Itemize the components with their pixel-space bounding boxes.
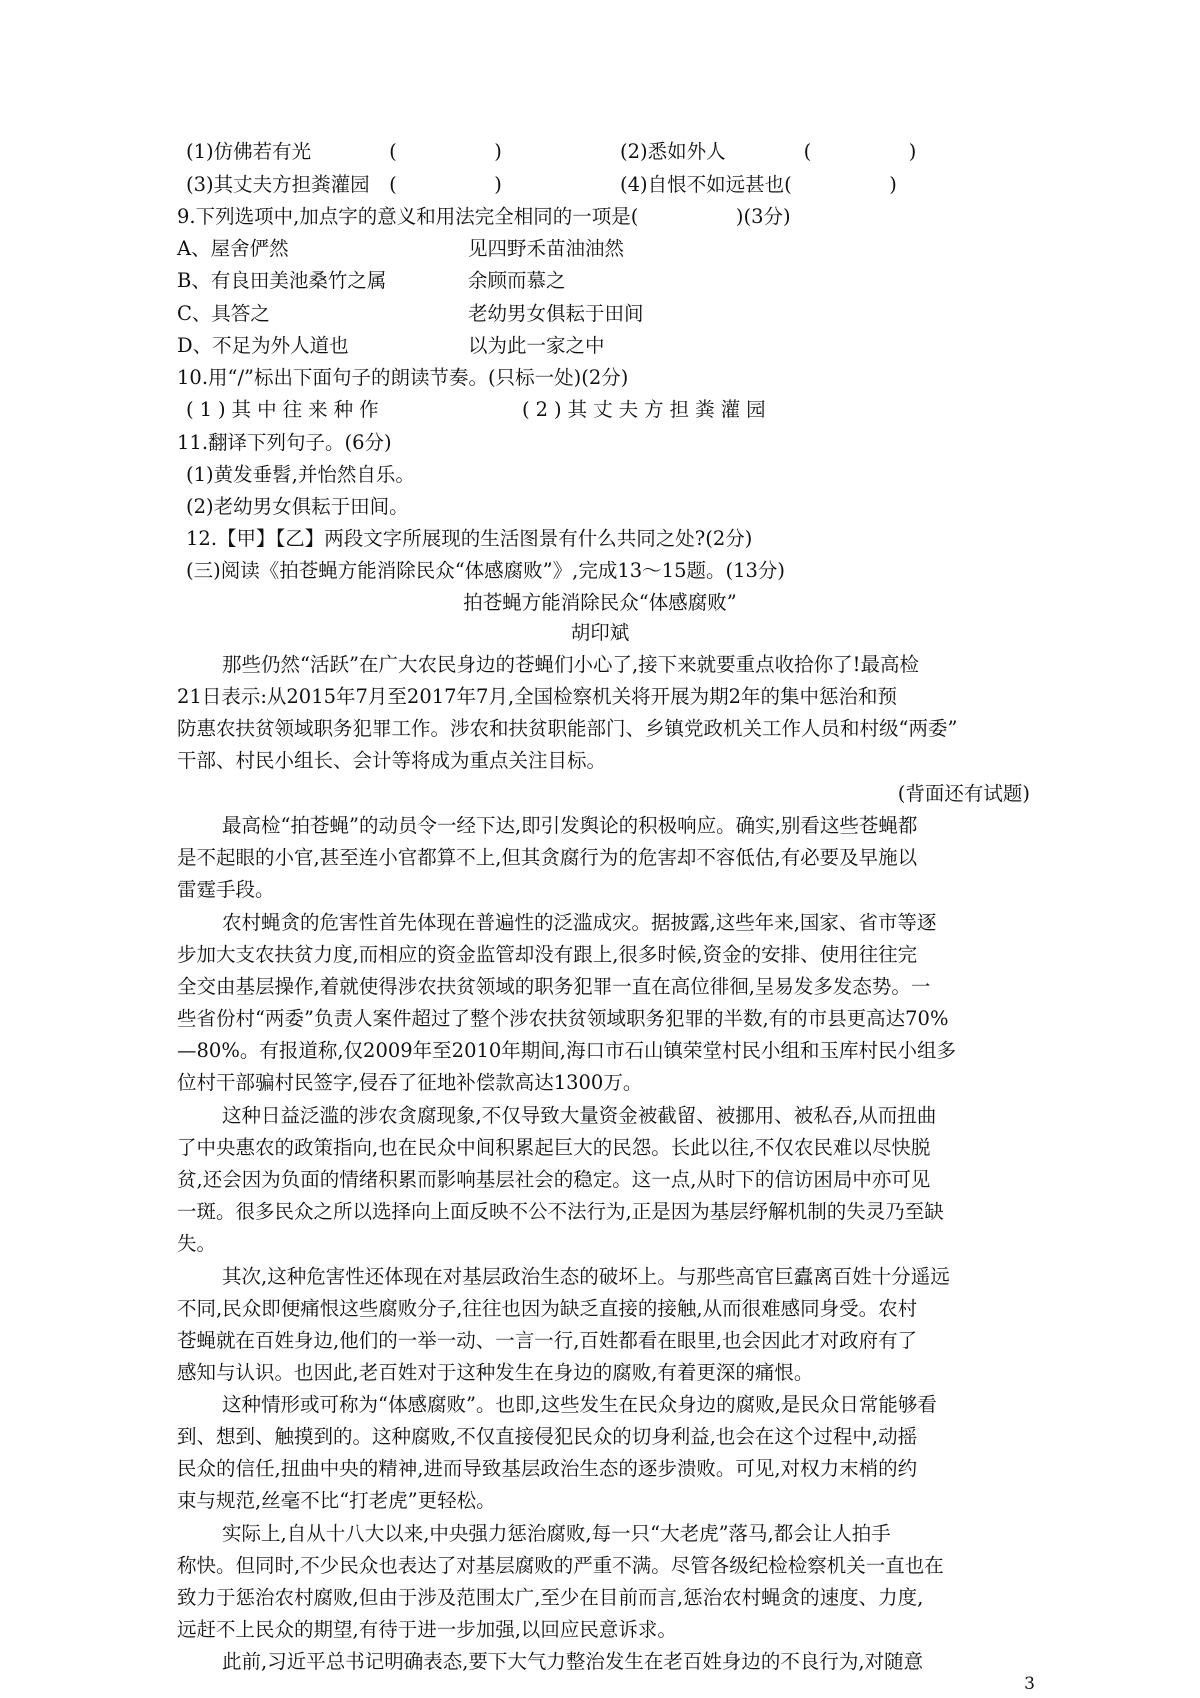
q8-item-4: (4)自恨不如远甚也( ) — [620, 173, 897, 196]
q10-item-2: (2)其丈夫方担粪灌园 — [522, 398, 772, 421]
article-line: 束与规范,丝毫不比“打老虎”更轻松。 — [177, 1489, 496, 1512]
q9-option-d-left: D、不足为外人道也 — [177, 334, 349, 357]
q9-option-c-right: 老幼男女俱耘于田间 — [468, 302, 644, 325]
article-line: 步加大支农扶贫力度,而相应的资金监管却没有跟上,很多时候,资金的安排、使用往往完 — [177, 943, 918, 966]
page-number: 3 — [1024, 1674, 1035, 1694]
article-line: 其次,这种危害性还体现在对基层政治生态的破坏上。与那些高官巨蠹离百姓十分遥远 — [222, 1265, 950, 1288]
article-line: 到、想到、触摸到的。这种腐败,不仅直接侵犯民众的切身利益,也会在这个过程中,动摇 — [177, 1425, 918, 1448]
q12-stem: 12.【甲】【乙】两段文字所展现的生活图景有什么共同之处?(2分) — [186, 527, 753, 550]
article-line: 雷霆手段。 — [177, 878, 275, 901]
article-line: 全交由基层操作,着就使得涉农扶贫领域的职务犯罪一直在高位徘徊,呈易发多发态势。一 — [177, 975, 931, 998]
article-line: 感知与认识。也因此,老百姓对于这种发生在身边的腐败,有着更深的痛恨。 — [177, 1361, 814, 1384]
q8-item-1: (1)仿佛若有光 ( ) — [186, 140, 502, 163]
article-line: 此前,习近平总书记明确表态,要下大气力整治发生在老百姓身边的不良行为,对随意 — [222, 1650, 924, 1673]
article-line: 这种日益泛滥的涉农贪腐现象,不仅导致大量资金被截留、被挪用、被私吞,从而扭曲 — [222, 1104, 937, 1127]
continued-note: (背面还有试题) — [897, 782, 1030, 805]
article-line: 些省份村“两委”负责人案件超过了整个涉农扶贫领域职务犯罪的半数,有的市县更高达70% — [177, 1007, 949, 1030]
q10-item-1: (1)其中往来种作 — [186, 398, 385, 421]
article-line: 了中央惠农的政策指向,也在民众中间积累起巨大的民怨。长此以往,不仅农民难以尽快脱 — [177, 1136, 931, 1159]
q9-option-c-left: C、具答之 — [177, 302, 270, 325]
article-title: 拍苍蝇方能消除民众“体感腐败” — [463, 591, 737, 614]
q11-stem: 11.翻译下列句子。(6分) — [177, 431, 392, 454]
article-line: 位村干部骗村民签字,侵吞了征地补偿款高达1300万。 — [177, 1071, 643, 1094]
q9-stem: 9.下列选项中,加点字的意义和用法完全相同的一项是( )(3分) — [177, 205, 791, 228]
article-line: 干部、村民小组长、会计等将成为重点关注目标。 — [177, 749, 607, 772]
article-line: 这种情形或可称为“体感腐败”。也即,这些发生在民众身边的腐败,是民众日常能够看 — [222, 1393, 937, 1416]
article-line: 防惠农扶贫领域职务犯罪工作。涉农和扶贫职能部门、乡镇党政机关工作人员和村级“两委” — [177, 717, 958, 740]
article-line: 一斑。很多民众之所以选择向上面反映不公不法行为,正是因为基层纾解机制的失灵乃至缺 — [177, 1200, 944, 1223]
q11-item-1: (1)黄发垂髫,并怡然自乐。 — [186, 463, 415, 486]
q9-option-b-left: B、有良田美池桑竹之属 — [177, 269, 387, 292]
q9-option-b-right: 余顾而慕之 — [468, 269, 566, 292]
q10-stem: 10.用“/”标出下面句子的朗读节奏。(只标一处)(2分) — [177, 366, 629, 389]
q8-item-2: (2)悉如外人 ( ) — [620, 140, 917, 163]
article-line: 远赶不上民众的期望,有待于进一步加强,以回应民意诉求。 — [177, 1618, 677, 1641]
article-line: 贫,还会因为负面的情绪积累而影响基层社会的稳定。这一点,从时下的信访困局中亦可见 — [177, 1168, 931, 1191]
q8-item-3: (3)其丈夫方担粪灌园 ( ) — [186, 173, 502, 196]
article-line: 21日表示:从2015年7月至2017年7月,全国检察机关将开展为期2年的集中惩治和预 — [177, 685, 898, 708]
article-line: 不同,民众即便痛恨这些腐败分子,往往也因为缺乏直接的接触,从而很难感同身受。农村 — [177, 1297, 918, 1320]
q9-option-a-left: A、屋舍俨然 — [177, 237, 289, 260]
article-line: 农村蝇贪的危害性首先体现在普遍性的泛滥成灾。据披露,这些年来,国家、省市等逐 — [222, 911, 937, 934]
article-line: 那些仍然“活跃”在广大农民身边的苍蝇们小心了,接下来就要重点收拾你了!最高检 — [222, 653, 919, 676]
article-line: —80%。有报道称,仅2009年至2010年期间,海口市石山镇荣堂村民小组和玉库村民小组多 — [177, 1039, 956, 1062]
article-line: 民众的信任,扭曲中央的精神,进而导致基层政治生态的逐步溃败。可见,对权力末梢的约 — [177, 1457, 918, 1480]
article-line: 致力于惩治农村腐败,但由于涉及范围太广,至少在目前而言,惩治农村蝇贪的速度、力度, — [177, 1586, 924, 1609]
q11-item-2: (2)老幼男女俱耘于田间。 — [186, 495, 409, 518]
article-line: 称快。但同时,不少民众也表达了对基层腐败的严重不满。尽管各级纪检检察机关一直也在 — [177, 1554, 944, 1577]
q9-option-a-right: 见四野禾苗油油然 — [468, 237, 625, 260]
article-line: 实际上,自从十八大以来,中央强力惩治腐败,每一只“大老虎”落马,都会让人拍手 — [222, 1522, 891, 1545]
q9-option-d-right: 以为此一家之中 — [468, 334, 605, 357]
article-author: 胡印斌 — [570, 621, 630, 644]
article-line: 是不起眼的小官,甚至连小官都算不上,但其贪腐行为的危害却不容低估,有必要及早施以 — [177, 846, 918, 869]
article-line: 苍蝇就在百姓身边,他们的一举一动、一言一行,百姓都看在眼里,也会因此才对政府有了 — [177, 1329, 918, 1352]
article-line: 失。 — [177, 1232, 217, 1255]
article-line: 最高检“拍苍蝇”的动员令一经下达,即引发舆论的积极响应。确实,别看这些苍蝇都 — [222, 814, 918, 837]
section-3-heading: (三)阅读《拍苍蝇方能消除民众“体感腐败”》,完成13～15题。(13分) — [186, 559, 786, 582]
